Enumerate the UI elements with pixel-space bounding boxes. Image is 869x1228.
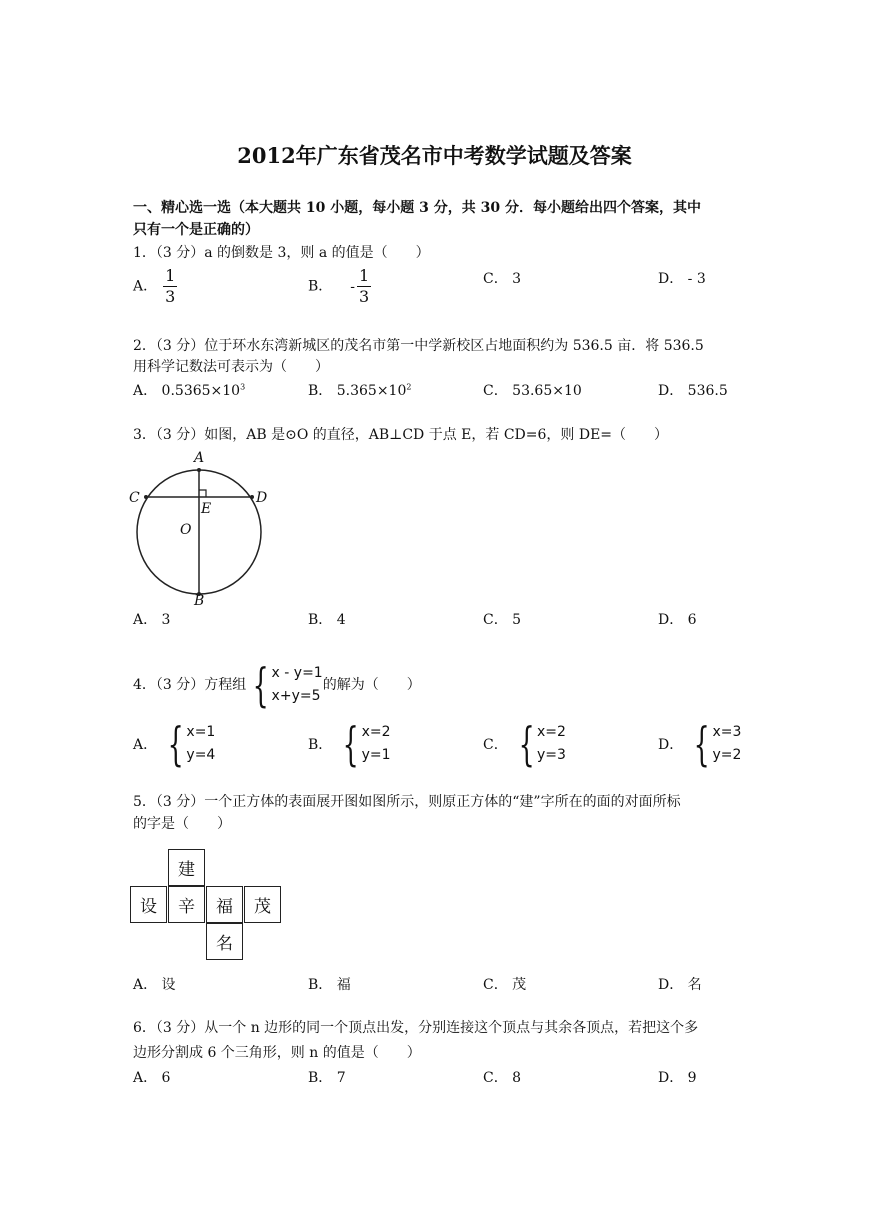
question-1-option-b <box>308 266 371 307</box>
question-5-option-a: A． 设 <box>133 977 176 993</box>
minus-sign: - <box>350 278 356 295</box>
question-3-option-c: C． 5 <box>483 612 522 628</box>
solution-x: x=2 <box>361 724 391 740</box>
question-1-option-d: D． - 3 <box>658 271 706 287</box>
label-o: O <box>180 522 192 538</box>
exponent: 3 <box>240 382 246 392</box>
circle-diagram <box>125 447 275 607</box>
question-2-line1: 2．（3 分）位于环水东湾新城区的茂名市第一中学新校区占地面积约为 536.5 亩．将 536.5 <box>133 338 704 354</box>
question-6-option-d: D． 9 <box>658 1070 697 1086</box>
numerator: 1 <box>165 266 176 285</box>
question-1-option-c: C． 3 <box>483 271 522 287</box>
brace-icon: { <box>342 717 359 771</box>
net-cell-1: 设 <box>130 886 167 923</box>
question-5-line2: 的字是（ ） <box>133 816 231 832</box>
numerator: 1 <box>359 266 370 285</box>
question-1-option-a <box>133 266 177 307</box>
net-cell-3: 福 <box>206 886 243 923</box>
option-label: B． <box>308 737 333 753</box>
fraction <box>357 266 371 307</box>
question-5-line1: 5．（3 分）一个正方体的表面展开图如图所示，则原正方体的“建”字所在的面的对面所标 <box>133 794 681 810</box>
question-4-option-c <box>483 717 566 771</box>
solution-y: y=2 <box>712 747 742 763</box>
option-label: D． <box>658 737 684 753</box>
question-2-option-c: C． 53.65×10 <box>483 383 582 399</box>
question-6-option-c: C． 8 <box>483 1070 522 1086</box>
question-6-line1: 6．（3 分）从一个 n 边形的同一个顶点出发，分别连接这个顶点与其余各顶点，若把这个多 <box>133 1020 699 1036</box>
section-heading-line1: 一、精心选一选（本大题共 10 小题，每小题 3 分，共 30 分．每小题给出四个答案，其中 <box>133 200 701 216</box>
question-3-option-b: B． 4 <box>308 612 346 628</box>
solution-x: x=3 <box>712 724 742 740</box>
question-4-suffix: 的解为（ ） <box>322 677 421 693</box>
label-b: B <box>194 593 205 607</box>
exponent: 2 <box>406 382 412 392</box>
question-5-option-b: B． 福 <box>308 977 351 993</box>
denominator: 3 <box>359 287 370 306</box>
solution-y: y=4 <box>186 747 216 763</box>
equation-1: x - y=1 <box>271 665 323 681</box>
label-a: A <box>194 450 205 466</box>
cube-net-diagram <box>130 849 290 964</box>
question-4-prefix: 4．（3 分）方程组 <box>133 677 247 693</box>
question-2-option-d: D． 536.5 <box>658 383 728 399</box>
question-6-option-b: B． 7 <box>308 1070 346 1086</box>
net-cell-2: 辛 <box>168 886 205 923</box>
question-2-line2: 用科学记数法可表示为（ ） <box>133 359 329 375</box>
label-d: D <box>256 490 268 506</box>
option-label: C． <box>483 737 508 753</box>
equation-system <box>246 658 323 712</box>
question-4-option-d <box>658 717 742 771</box>
right-angle-mark <box>199 490 206 497</box>
equation-2: x+y=5 <box>271 688 321 704</box>
point-c <box>144 495 148 499</box>
question-6-option-a: A． 6 <box>133 1070 171 1086</box>
question-4-option-b <box>308 717 391 771</box>
question-5-option-c: C． 茂 <box>483 977 527 993</box>
option-text: A． 0.5365×10 <box>133 383 241 399</box>
question-4-option-a <box>133 717 216 771</box>
section-heading-line2: 只有一个是正确的） <box>133 222 259 238</box>
question-5-option-d: D． 名 <box>658 977 702 993</box>
point-a <box>197 468 201 472</box>
brace-icon: { <box>252 658 269 712</box>
brace-icon: { <box>167 717 184 771</box>
net-cell-bottom: 名 <box>206 923 243 960</box>
option-label: A． <box>133 737 158 753</box>
point-d <box>250 495 254 499</box>
brace-icon: { <box>518 717 535 771</box>
label-c: C <box>129 490 140 506</box>
solution-y: y=3 <box>537 747 566 763</box>
option-text: B． 5.365×10 <box>308 383 407 399</box>
option-label: B． <box>308 278 333 295</box>
label-e: E <box>201 501 212 517</box>
solution-y: y=1 <box>361 747 391 763</box>
net-cell-top: 建 <box>168 849 205 886</box>
question-4-stem <box>133 658 421 712</box>
question-3-option-a: A． 3 <box>133 612 171 628</box>
question-2-option-a <box>133 380 245 400</box>
question-3-option-d: D． 6 <box>658 612 697 628</box>
page-title: 2012年广东省茂名市中考数学试题及答案 <box>237 143 632 168</box>
solution-x: x=2 <box>537 724 566 740</box>
question-1-stem: 1．（3 分）a 的倒数是 3，则 a 的值是（ ） <box>133 245 430 261</box>
denominator: 3 <box>165 287 176 306</box>
fraction <box>163 266 177 307</box>
question-3-stem: 3．（3 分）如图，AB 是⊙O 的直径，AB⊥CD 于点 E，若 CD=6，则 DE=（ ） <box>133 427 669 443</box>
question-6-line2: 边形分割成 6 个三角形，则 n 的值是（ ） <box>133 1045 421 1061</box>
option-label: A． <box>133 278 158 295</box>
question-2-option-b <box>308 380 411 400</box>
net-cell-4: 茂 <box>244 886 281 923</box>
solution-x: x=1 <box>186 724 216 740</box>
brace-icon: { <box>693 717 710 771</box>
